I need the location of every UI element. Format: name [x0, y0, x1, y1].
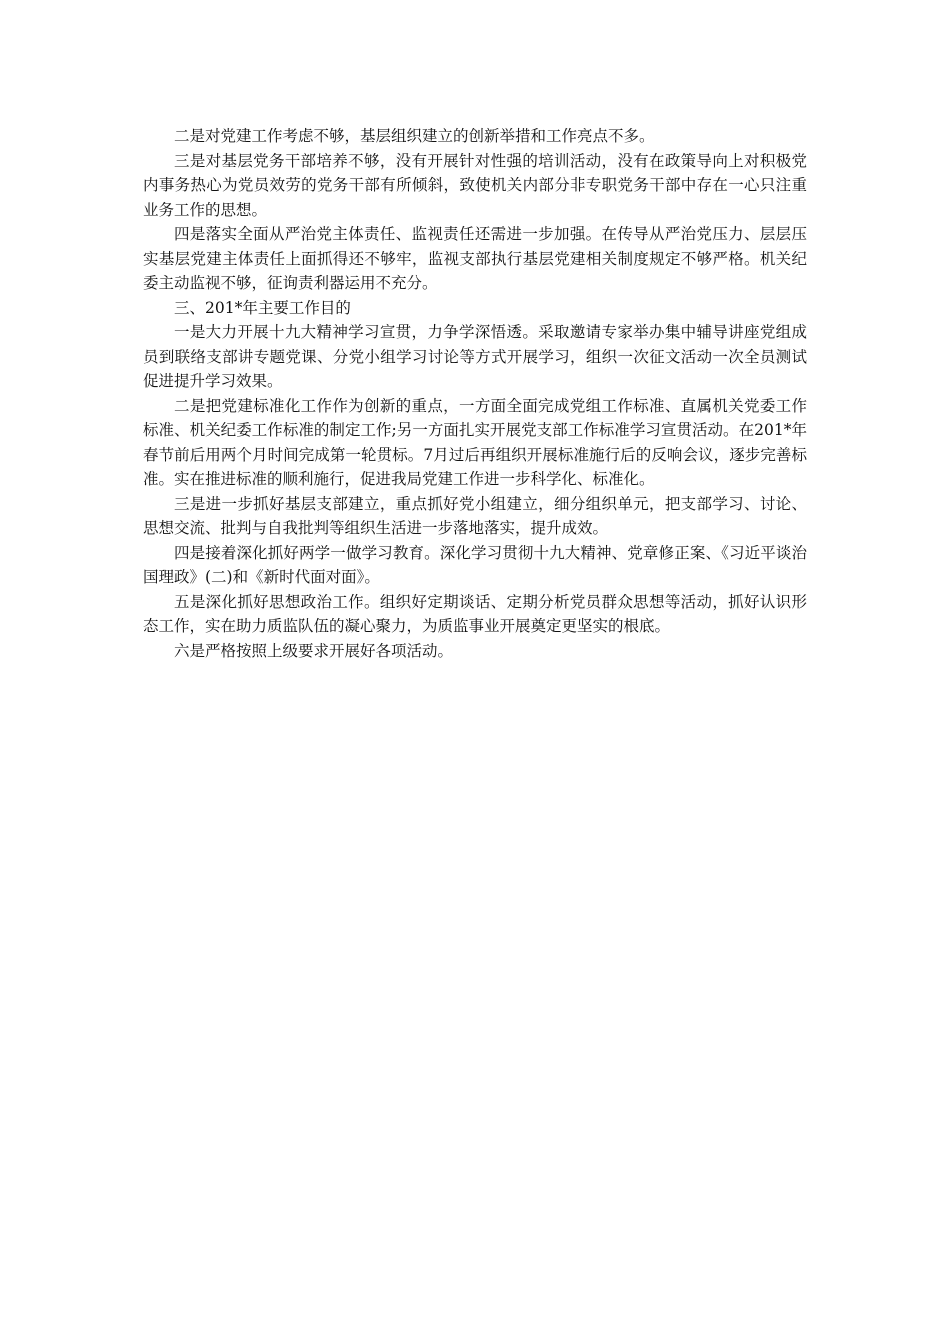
paragraph-5: 二是把党建标准化工作作为创新的重点，一方面全面完成党组工作标准、直属机关党委工作标准、机关纪委工作标准的制定工作;另一方面扎实开展党支部工作标准学习宣贯活动。在201*年春节前后用两个月时间完成第一轮贯标。7月过后再组织开展标准施行后的反响会议，逐步完善标准。实在推进标准的顺利施行，促进我局党建工作进一步科学化、标准化。: [143, 396, 807, 488]
paragraph-2: 三是对基层党务干部培养不够，没有开展针对性强的培训活动，没有在政策导向上对积极党内事务热心为党员效劳的党务干部有所倾斜，致使机关内部分非专职党务干部中存在一心只注重业务工作的思想。: [143, 151, 807, 219]
section-heading: 三、201*年主要工作目的: [174, 298, 351, 317]
paragraph-7: 四是接着深化抓好两学一做学习教育。深化学习贯彻十九大精神、党章修正案、《习近平谈治国理政》(二)和《新时代面对面》。: [143, 543, 807, 586]
document-body: [143, 124, 807, 663]
paragraph-1: 二是对党建工作考虑不够，基层组织建立的创新举措和工作亮点不多。: [174, 127, 655, 145]
paragraph-8: 五是深化抓好思想政治工作。组织好定期谈话、定期分析党员群众思想等活动，抓好认识形态工作，实在助力质监队伍的凝心聚力，为质监事业开展奠定更坚实的根底。: [143, 592, 807, 635]
paragraph-6: 三是进一步抓好基层支部建立，重点抓好党小组建立，细分组织单元，把支部学习、讨论、思想交流、批判与自我批判等组织生活进一步落地落实，提升成效。: [143, 494, 807, 537]
paragraph-3: 四是落实全面从严治党主体责任、监视责任还需进一步加强。在传导从严治党压力、层层压实基层党建主体责任上面抓得还不够牢，监视支部执行基层党建相关制度规定不够严格。机关纪委主动监视不够，征询责利器运用不充分。: [143, 225, 807, 292]
paragraph-4: 一是大力开展十九大精神学习宣贯，力争学深悟透。采取邀请专家举办集中辅导讲座党组成员到联络支部讲专题党课、分党小组学习讨论等方式开展学习，组织一次征文活动一次全员测试促进提升学习效果。: [143, 323, 807, 390]
paragraph-9: 六是严格按照上级要求开展好各项活动。: [174, 641, 454, 660]
